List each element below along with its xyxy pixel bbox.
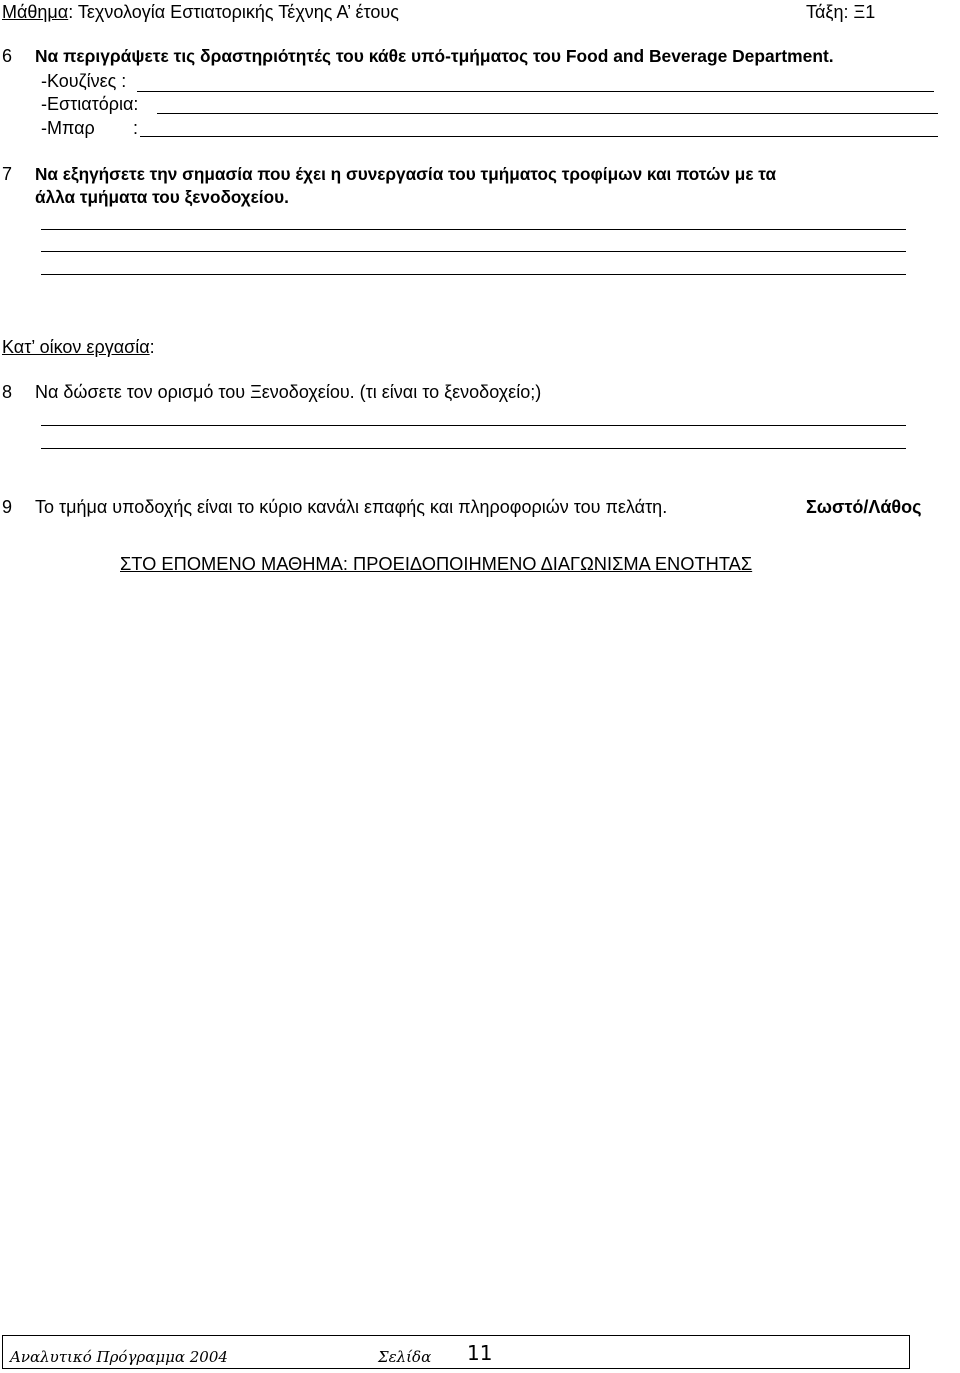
- homework-label: Κατ’ οίκον εργασία: [2, 337, 150, 357]
- q6-item-bar-colon: :: [133, 118, 139, 138]
- q8-text: Να δώσετε τον ορισμό του Ξενοδοχείου. (τι είναι το ξενοδοχείο;): [35, 382, 542, 402]
- header-subject: [2, 2, 399, 23]
- homework-colon: :: [149, 337, 155, 357]
- footer-page-label: Σελίδα: [378, 1348, 432, 1366]
- answer-line-restaurants: [157, 113, 938, 114]
- q7-line2: άλλα τμήματα του ξενοδοχείου.: [35, 187, 289, 207]
- answer-line-q7-1: [41, 229, 906, 230]
- q9-text: Το τμήμα υποδοχής είναι το κύριο κανάλι επαφής και πληροφοριών του πελάτη.: [35, 497, 668, 517]
- answer-line-q7-3: [41, 274, 906, 275]
- answer-line-kitchens: [137, 91, 934, 92]
- footer-page-number: 11: [467, 1341, 493, 1365]
- header-class: Τάξη: Ξ1: [806, 2, 876, 22]
- homework-heading: [2, 337, 155, 358]
- subject-label: Μάθημα: [2, 2, 69, 22]
- footer-program: Αναλυτικό Πρόγραμμα 2004: [10, 1348, 228, 1366]
- q7-line1: Να εξηγήσετε την σημασία που έχει η συνεργασία του τμήματος τροφίμων και ποτών με τα: [35, 164, 777, 184]
- answer-line-bar: [140, 136, 938, 137]
- subject-value: : Τεχνολογία Εστιατορικής Τέχνης Α’ έτους: [68, 2, 399, 22]
- q6-item-restaurants: -Εστιατόρια:: [41, 94, 139, 114]
- answer-line-q7-2: [41, 251, 906, 252]
- q6-item-kitchens: -Κουζίνες :: [41, 71, 127, 91]
- q6-number: 6: [2, 46, 13, 66]
- q8-number: 8: [2, 382, 13, 402]
- q7-number: 7: [2, 164, 13, 184]
- q6-text: Να περιγράψετε τις δραστηριότητές του κάθε υπό-τμήματος του Food and Beverage Department.: [35, 46, 834, 66]
- answer-line-q8-1: [41, 425, 906, 426]
- q9-answer-label: Σωστό/Λάθος: [806, 497, 922, 517]
- q6-item-bar: -Μπαρ: [41, 118, 95, 138]
- answer-line-q8-2: [41, 448, 906, 449]
- next-lesson-notice: ΣΤΟ ΕΠΟΜΕΝΟ ΜΑΘΗΜΑ: ΠΡΟΕΙΔΟΠΟΙΗΜΕΝΟ ΔΙΑΓΩΝΙΣΜΑ ΕΝΟΤΗΤΑΣ: [120, 553, 753, 574]
- q9-number: 9: [2, 497, 13, 517]
